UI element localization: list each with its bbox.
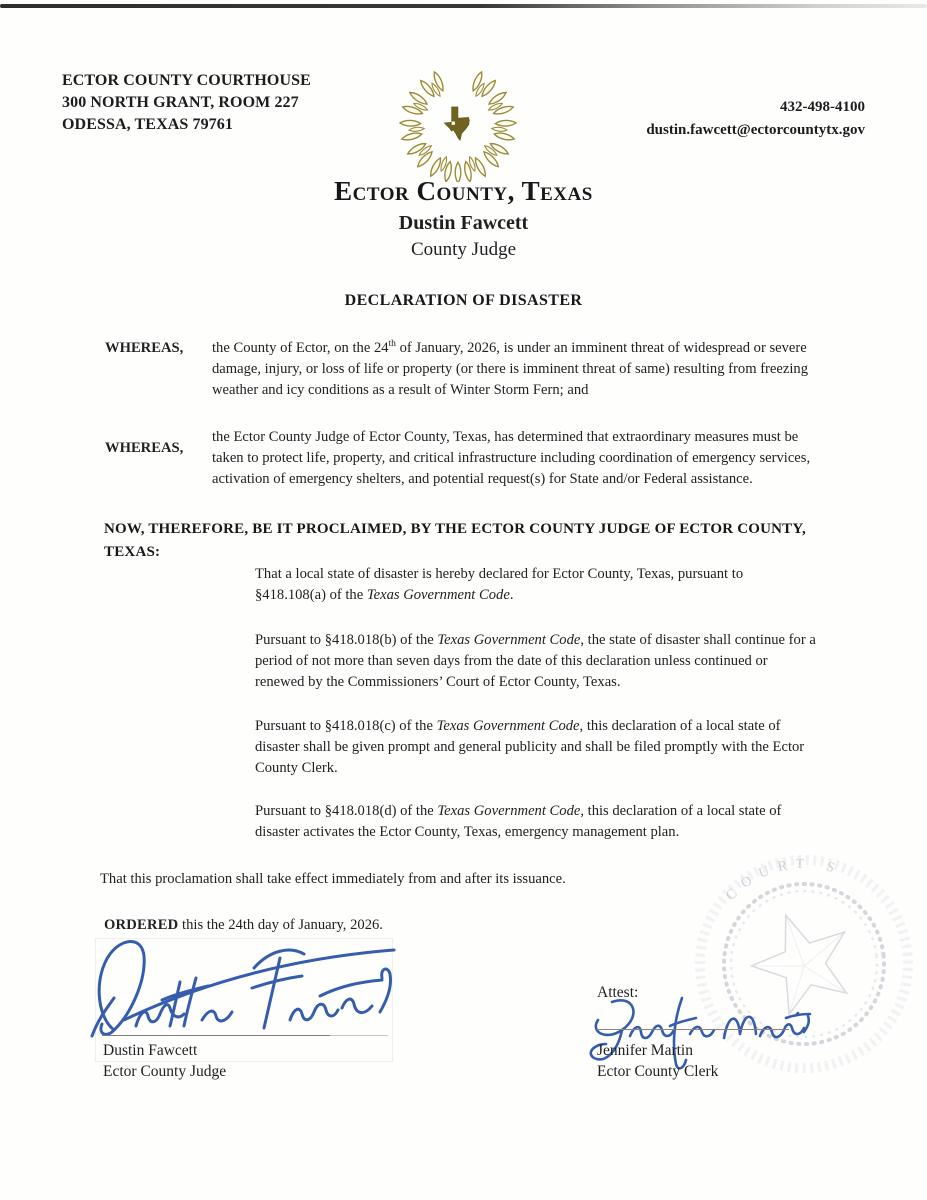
courthouse-address: [62, 70, 311, 135]
whereas-row: [105, 338, 817, 401]
statute-name: Texas Government Code: [437, 803, 581, 819]
whereas-label: WHEREAS,: [105, 440, 184, 456]
contact-block: [646, 96, 865, 141]
clerk-signer-block: [597, 1040, 718, 1083]
whereas-label: WHEREAS,: [105, 340, 184, 356]
scan-artifact-bar: [0, 4, 927, 8]
clause-pre: That a local state of disaster is hereby declared for Ector County, Texas, pursuant to §418.108(a) of the: [255, 566, 744, 603]
clause-paragraph: [255, 564, 817, 606]
signature-line: [597, 1029, 789, 1030]
ordinal-superscript: th: [388, 339, 396, 350]
clause-paragraph: [255, 630, 817, 693]
address-line: ECTOR COUNTY COURTHOUSE: [62, 72, 311, 89]
statute-name: Texas Government Code: [436, 718, 580, 734]
document-title: DECLARATION OF DISASTER: [344, 292, 583, 309]
officer-title: County Judge: [410, 239, 517, 260]
county-marker-icon: [452, 122, 455, 125]
whereas-text: the Ector County Judge of Ector County, Texas, has determined that extraordinary measures must be taken to protect life, property, and critical infrastructure including coordination of emergency services, activation of emergency shelters, and potential request(s) for State and/or Federal assistance.: [212, 429, 811, 487]
svg-text:COURT S: [720, 852, 847, 905]
contact-email: dustin.fawcett@ectorcountytx.gov: [646, 121, 865, 138]
judge-signature-ink: [84, 924, 406, 1049]
signer-title: Ector County Clerk: [597, 1063, 719, 1081]
whereas-text-pre: the County of Ector, on the 24: [212, 340, 389, 356]
masthead: [0, 176, 927, 261]
whereas-row: [105, 427, 817, 490]
judge-signer-block: [103, 1040, 226, 1083]
clause-paragraph: [255, 716, 817, 779]
statute-name: Texas Government Code: [437, 632, 581, 648]
signature-line: [330, 1035, 388, 1036]
clause-pre: Pursuant to §418.018(c) of the: [255, 718, 437, 734]
clause-post: , this declaration of a local state of disaster activates the Ector County, Texas, emergency management plan.: [255, 803, 782, 840]
address-line: ODESSA, TEXAS 79761: [62, 115, 233, 133]
county-wreath-logo: [394, 62, 522, 187]
signer-title: Ector County Judge: [103, 1063, 227, 1081]
county-name-heading: Ector County, Texas: [334, 176, 593, 206]
ordered-rest: this the 24th day of January, 2026.: [178, 917, 383, 933]
statute-name: Texas Government Code: [366, 587, 510, 603]
clause-pre: Pursuant to §418.018(d) of the: [255, 803, 438, 819]
seal-rim-text: COURT S: [723, 856, 845, 904]
laurel-wreath-icon: [394, 62, 522, 182]
ordered-word: ORDERED: [104, 917, 179, 933]
whereas-text-post: of January, 2026, is under an imminent threat of widespread or severe damage, injury, or loss of life or property (or there is imminent threat of same) resulting from freezing weather and icy conditions as a result of Winter Storm Fern; and: [212, 340, 808, 398]
clause-paragraph: [255, 801, 817, 843]
signature-line: [102, 1035, 330, 1036]
proclamation-heading: NOW, THEREFORE, BE IT PROCLAIMED, BY THE ECTOR COUNTY JUDGE OF ECTOR COUNTY, TEXAS:: [104, 521, 806, 560]
clause-post: .: [509, 587, 514, 603]
texas-state-icon: [444, 107, 469, 140]
signer-name: Jennifer Martin: [597, 1042, 693, 1059]
signer-name: Dustin Fawcett: [103, 1042, 198, 1059]
effect-statement: That this proclamation shall take effect immediately from and after its issuance.: [100, 871, 566, 887]
clause-post: , the state of disaster shall continue for a period of not more than seven days from the date of this declaration unless continued or renewed by the Commissioners’ Court of Ector County, Texas.: [255, 632, 816, 690]
clause-post: , this declaration of a local state of disaster shall be given prompt and general publicity and shall be filed promptly with the Ector County Clerk.: [255, 718, 805, 776]
address-line: 300 NORTH GRANT, ROOM 227: [62, 93, 299, 111]
clause-pre: Pursuant to §418.018(b) of the: [255, 632, 438, 648]
whereas-text: [212, 338, 812, 401]
contact-phone: 432-498-4100: [780, 99, 865, 115]
officer-name: Dustin Fawcett: [398, 212, 529, 234]
attest-label: Attest:: [597, 984, 639, 1001]
